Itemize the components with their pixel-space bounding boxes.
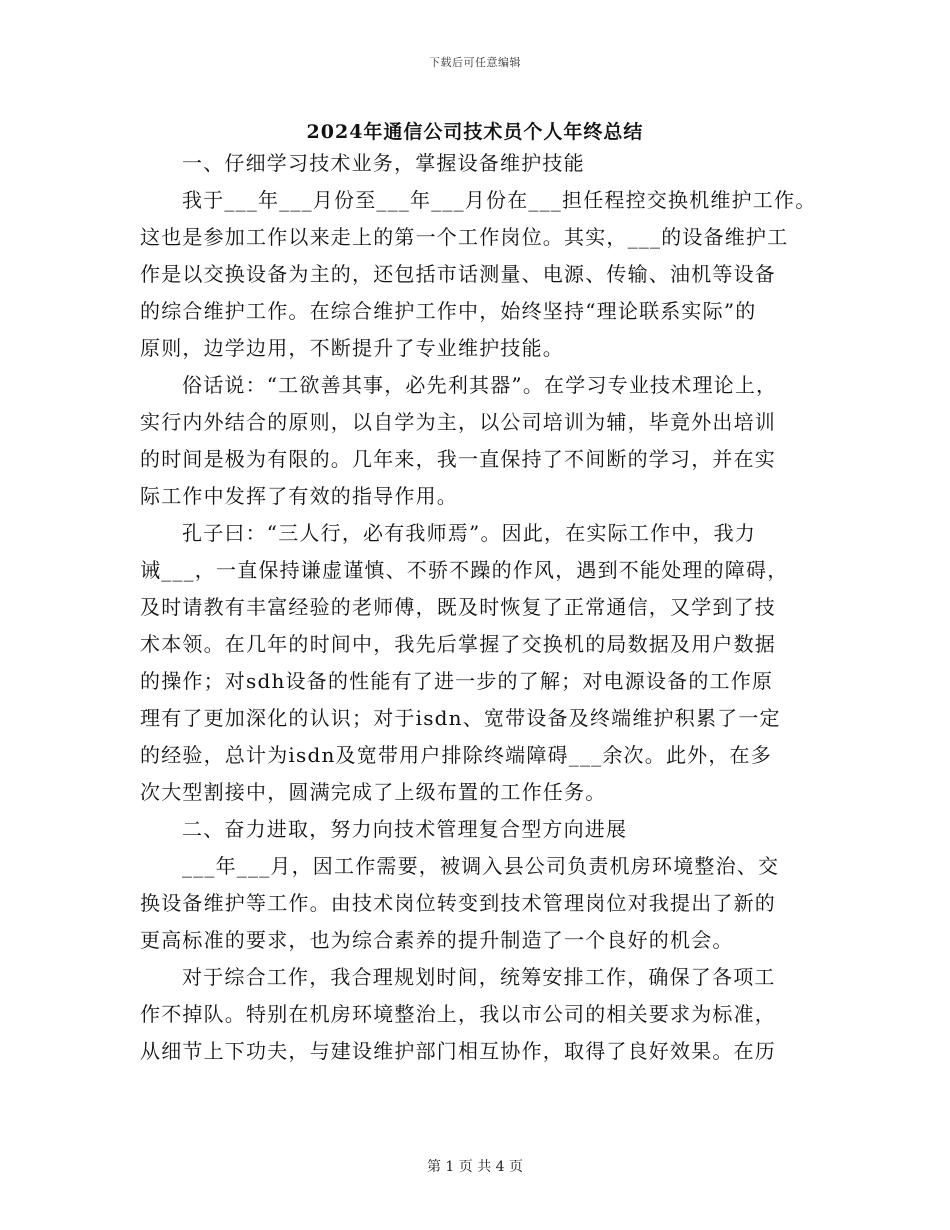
document-body (140, 145, 820, 1070)
body-line: ___年___月，因工作需要，被调入县公司负责机房环境整治、交 (182, 854, 780, 878)
body-line: 更高标准的要求，也为综合素养的提升制造了一个良好的机会。 (140, 928, 734, 952)
body-line: 的经验，总计为isdn及宽带用户排除终端障碍___余次。此外，在多 (140, 743, 772, 767)
section-heading: 一、仔细学习技术业务，掌握设备维护技能 (182, 151, 585, 175)
body-line: 的综合维护工作。在综合维护工作中，始终坚持“理论联系实际”的 (140, 299, 757, 323)
page-number: 第 1 页 共 4 页 (426, 1159, 524, 1175)
body-line: 诫___，一直保持谦虚谨慎、不骄不躁的作风，遇到不能处理的障碍， (140, 558, 789, 582)
body-line: 俗话说：“工欲善其事，必先利其器”。在学习专业技术理论上， (182, 373, 778, 397)
header-note: 下载后可任意编辑 (429, 56, 521, 69)
body-line: 对于综合工作，我合理规划时间，统筹安排工作，确保了各项工 (182, 965, 776, 989)
body-line: 次大型割接中，圆满完成了上级布置的工作任务。 (140, 780, 607, 804)
body-line: 从细节上下功夫，与建设维护部门相互协作，取得了良好效果。在历 (140, 1039, 776, 1063)
body-line: 换设备维护等工作。由技术岗位转变到技术管理岗位对我提出了新的 (140, 891, 776, 915)
body-line: 及时请教有丰富经验的老师傅，既及时恢复了正常通信，又学到了技 (140, 595, 776, 619)
body-line: 这也是参加工作以来走上的第一个工作岗位。其实，___的设备维护工 (140, 225, 789, 249)
body-line: 术本领。在几年的时间中，我先后掌握了交换机的局数据及用户数据 (140, 632, 776, 656)
body-line: 作不掉队。特别在机房环境整治上，我以市公司的相关要求为标准， (140, 1002, 776, 1026)
body-line: 理有了更加深化的认识；对于isdn、宽带设备及终端维护积累了一定 (140, 706, 781, 730)
body-line: 孔子曰：“三人行，必有我师焉”。因此，在实际工作中，我力 (182, 521, 757, 545)
section-heading: 二、奋力进取，努力向技术管理复合型方向进展 (182, 817, 628, 841)
body-line: 的操作；对sdh设备的性能有了进一步的了解；对电源设备的工作原 (140, 669, 774, 693)
body-line: 原则，边学边用，不断提升了专业维护技能。 (140, 336, 564, 360)
body-line: 际工作中发挥了有效的指导作用。 (140, 484, 458, 508)
body-line: 作是以交换设备为主的，还包括市话测量、电源、传输、油机等设备 (140, 262, 776, 286)
body-line: 的时间是极为有限的。几年来，我一直保持了不间断的学习，并在实 (140, 447, 776, 471)
document-title: 2024年通信公司技术员个人年终总结 (306, 121, 644, 143)
body-line: 我于___年___月份至___年___月份在___担任程控交换机维护工作。 (182, 188, 817, 212)
body-line: 实行内外结合的原则，以自学为主，以公司培训为辅，毕竟外出培训 (140, 410, 776, 434)
